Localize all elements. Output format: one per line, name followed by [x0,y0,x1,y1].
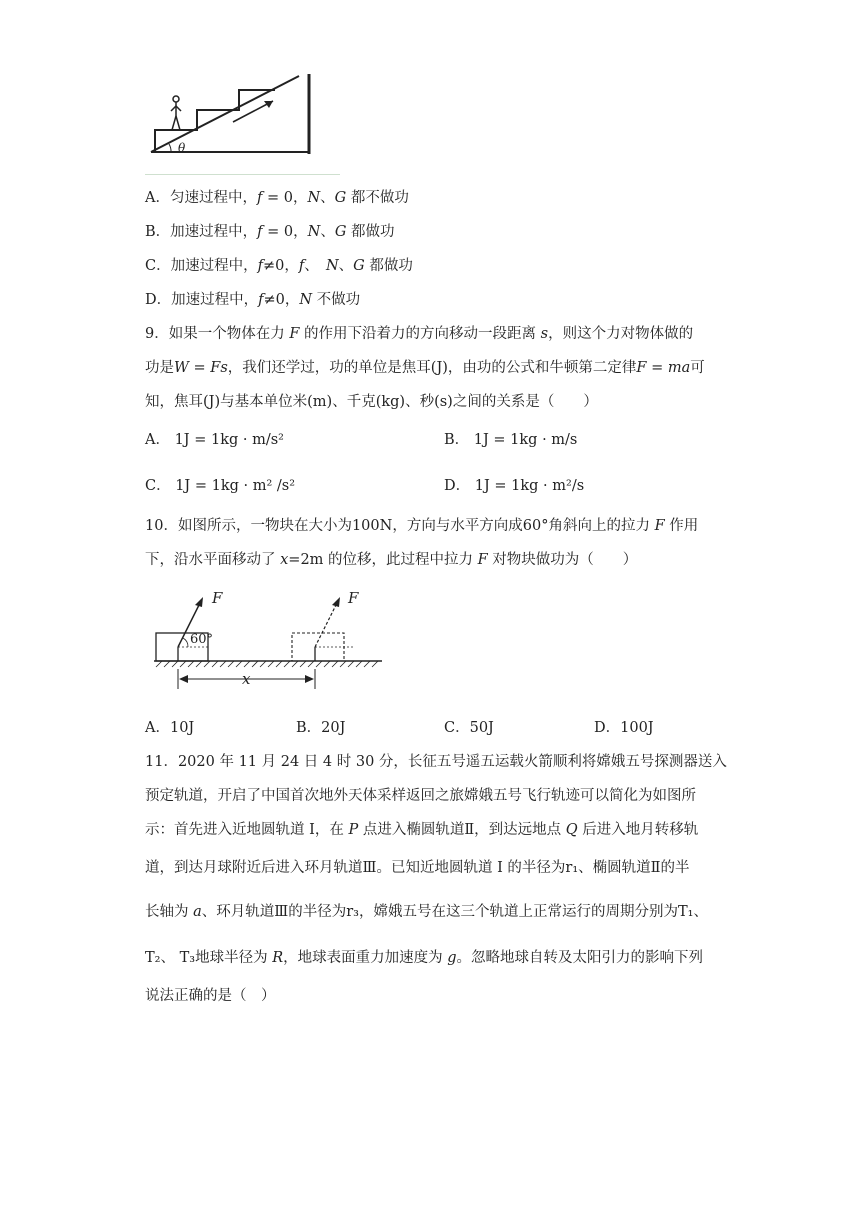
q11-stem-line5: 长轴为 a、环月轨道Ⅲ的半径为r₃，嫦娥五号在这三个轨道上正常运行的周期分别为T₁、 [145,904,708,920]
q10-option-c[interactable]: C．50J [444,720,494,736]
q8-option-c[interactable]: C．加速过程中，f≠0，f、 N、G 都做功 [145,258,413,274]
q9-option-b[interactable]: B． 1J = 1kg · m/s [444,432,578,448]
q11-stem-line1: 11．2020 年 11 月 24 日 4 时 30 分，长征五号遥五运载火箭顺利将嫦娥五号探测器送入 [145,754,727,770]
q8-option-b[interactable]: B．加速过程中，f = 0，N、G 都做功 [145,224,395,240]
q9-option-a[interactable]: A． 1J = 1kg · m/s² [145,432,284,448]
q9-option-c[interactable]: C． 1J = 1kg · m² /s² [145,478,296,494]
q8-option-a[interactable]: A．匀速过程中，f = 0，N、G 都不做功 [145,190,409,206]
q11-stem-line6: T₂、 T₃地球半径为 R，地球表面重力加速度为 g。忽略地球自转及太阳引力的影响下列 [145,950,704,966]
q10-stem-line2: 下，沿水平面移动了 x=2m 的位移，此过程中拉力 F 对物块做功为（ ） [145,552,638,568]
q10-option-b[interactable]: B．20J [296,720,346,736]
escalator-figure [145,68,325,160]
q9-stem-line1: 9．如果一个物体在力 F 的作用下沿着力的方向移动一段距离 s，则这个力对物体做的 [145,326,694,342]
q11-stem-line3: 示：首先进入近地圆轨道 I，在 P 点进入椭圆轨道Ⅱ，到达远地点 Q 后进入地月转移轨 [145,822,699,838]
displacement-label: x [242,670,251,688]
q10-stem-line1: 10．如图所示，一物块在大小为100N，方向与水平方向成60°角斜向上的拉力 F 作用 [145,518,699,534]
angle-label: 60° [190,632,214,647]
q10-option-a[interactable]: A．10J [145,720,195,736]
q9-stem-line2: 功是W = Fs，我们还学过，功的单位是焦耳(J)，由功的公式和牛顿第二定律F = ma可 [145,360,705,376]
force-label-1: F [212,589,223,607]
force-displacement-figure [150,585,385,695]
q10-option-d[interactable]: D．100J [594,720,654,736]
q11-stem-line4: 道，到达月球附近后进入环月轨道Ⅲ。已知近地圆轨道 I 的半径为r₁、椭圆轨道Ⅱ的半 [145,860,690,876]
q9-option-d[interactable]: D． 1J = 1kg · m²/s [444,478,585,494]
q9-stem-line3: 知，焦耳(J)与基本单位米(m)、千克(kg)、秒(s)之间的关系是（ ） [145,394,598,410]
q8-option-d[interactable]: D．加速过程中，f≠0，N 不做功 [145,292,361,308]
force-label-2: F [348,589,359,607]
figure-divider [145,174,340,175]
q11-stem-line2: 预定轨道，开启了中国首次地外天体采样返回之旅嫦娥五号飞行轨迹可以简化为如图所 [145,788,696,804]
theta-label: θ [178,141,186,155]
q11-stem-line7: 说法正确的是（ ） [145,988,276,1004]
